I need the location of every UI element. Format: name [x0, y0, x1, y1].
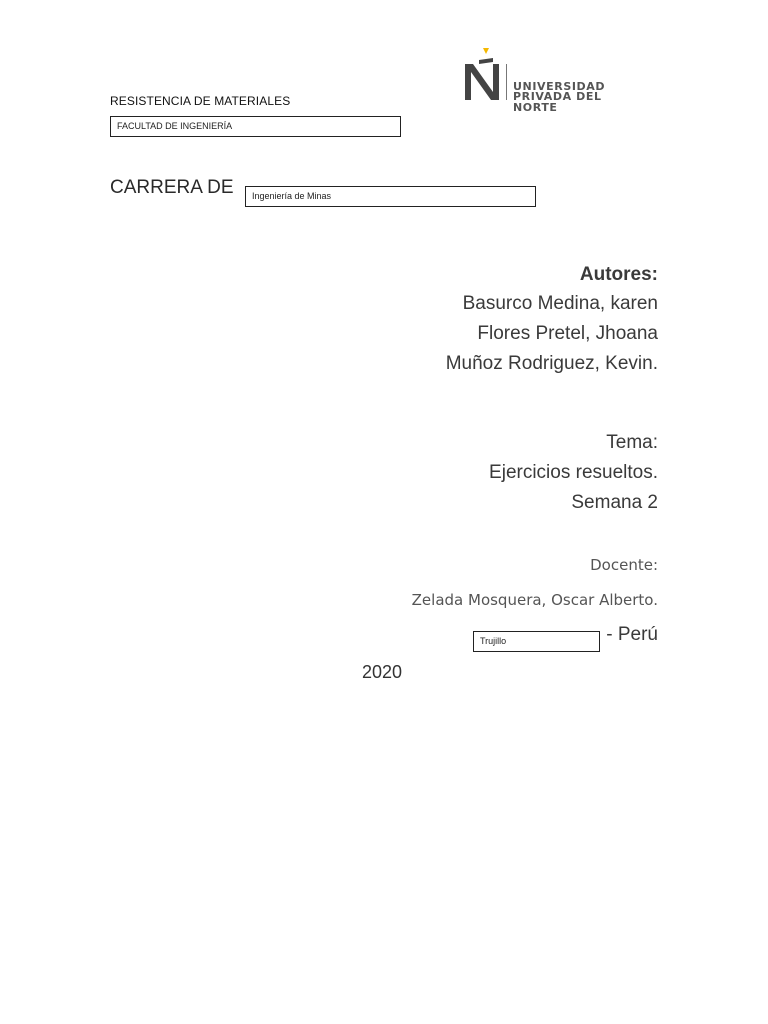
- career-value: Ingeniería de Minas: [252, 191, 332, 201]
- logo-tilde-mark: [479, 58, 493, 64]
- city-field[interactable]: [473, 631, 600, 652]
- university-logo: [463, 46, 643, 114]
- year-label: 2020: [362, 662, 403, 682]
- topic-heading: Tema:: [606, 432, 658, 453]
- logo-divider: [506, 64, 507, 100]
- course-title: RESISTENCIA DE MATERIALES: [110, 94, 291, 108]
- teacher-heading: Docente:: [590, 556, 658, 574]
- faculty-value: FACULTAD DE INGENIERÍA: [117, 121, 233, 131]
- author-name: Basurco Medina, karen: [462, 293, 658, 314]
- topic-line: Ejercicios resueltos.: [489, 462, 658, 483]
- logo-n-mark: [465, 64, 499, 100]
- upn-logo-icon: [463, 46, 507, 104]
- career-label: CARRERA DE: [110, 177, 234, 198]
- author-name: Muñoz Rodriguez, Kevin.: [445, 353, 658, 374]
- logo-line-2: PRIVADA DEL NORTE: [513, 90, 602, 114]
- logo-line-1: UNIVERSIDAD: [513, 80, 606, 93]
- faculty-field[interactable]: [110, 116, 401, 137]
- topic-line: Semana 2: [571, 492, 658, 513]
- author-name: Flores Pretel, Jhoana: [477, 323, 658, 344]
- career-field[interactable]: [245, 186, 536, 207]
- logo-accent-mark: [483, 48, 489, 54]
- city-value: Trujillo: [480, 636, 507, 646]
- teacher-name: Zelada Mosquera, Oscar Alberto.: [411, 591, 658, 609]
- country-label: - Perú: [606, 624, 658, 645]
- authors-heading: Autores:: [579, 264, 658, 285]
